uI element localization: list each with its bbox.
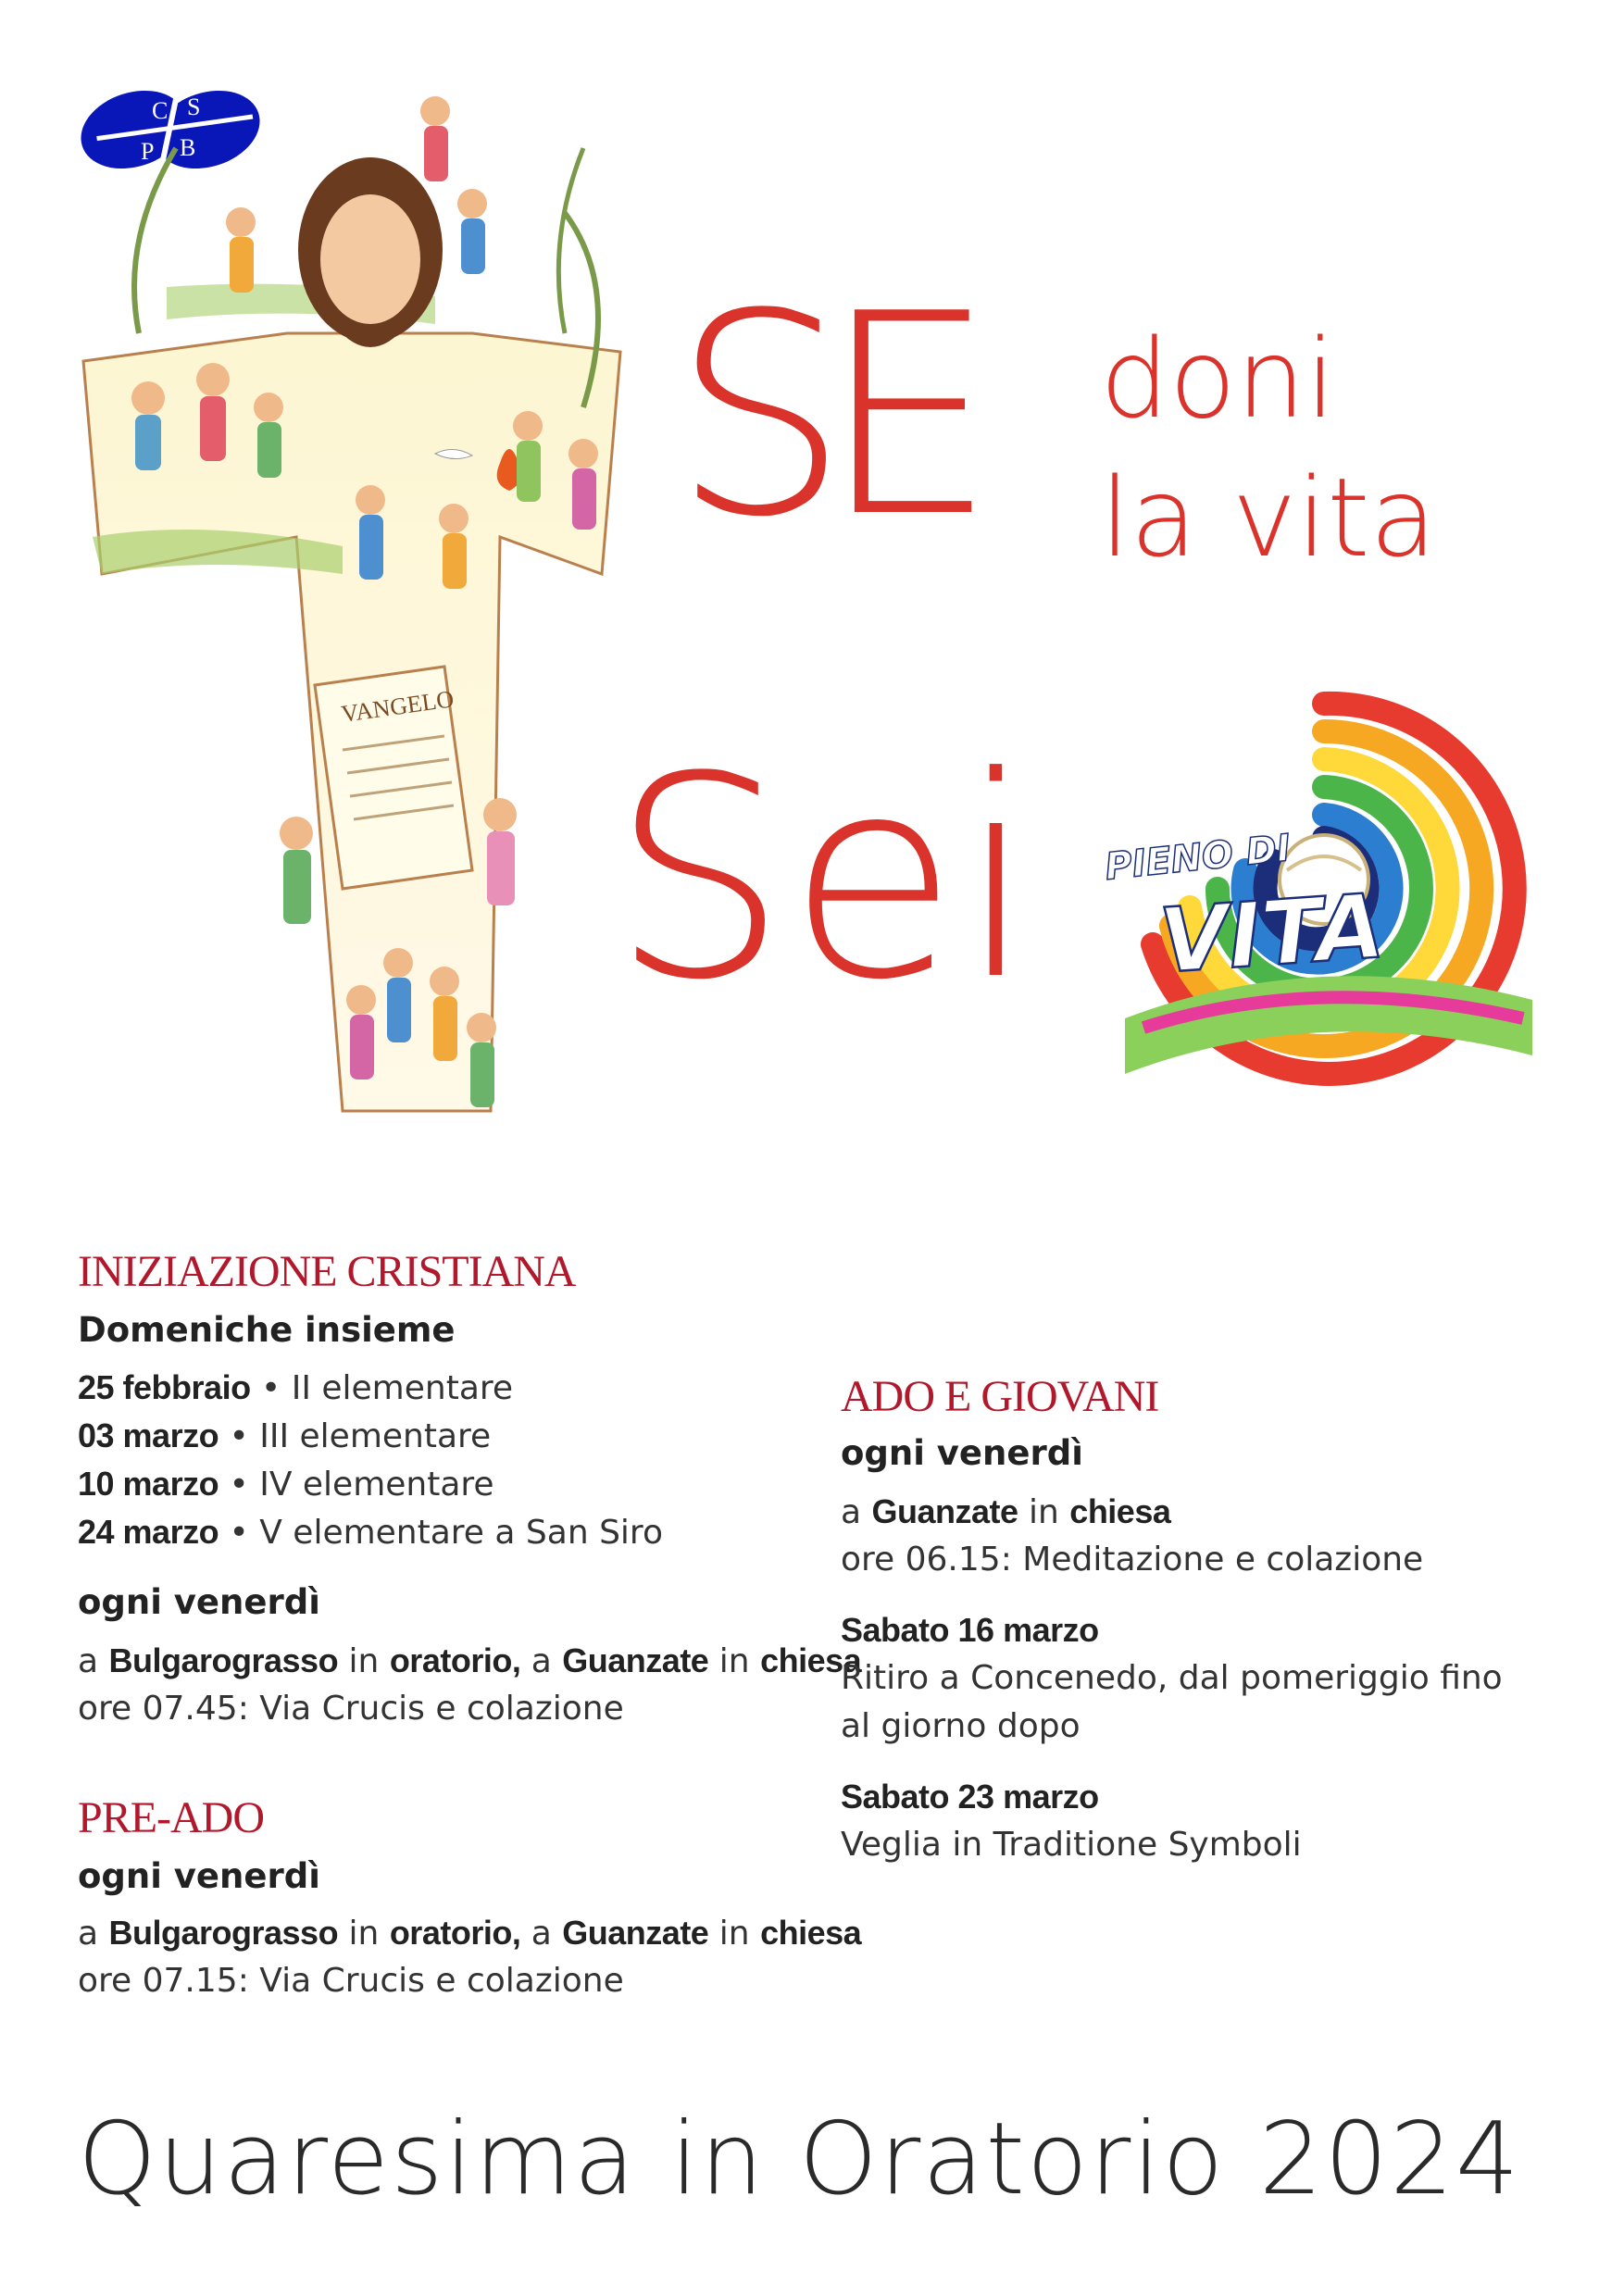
place-word: a (78, 1915, 99, 1953)
subhead-domeniche: Domeniche insieme (78, 1310, 456, 1350)
bullet: • (229, 1417, 249, 1455)
event-date-label: Sabato 16 marzo (841, 1611, 1099, 1649)
place-name: Guanzate (562, 1641, 709, 1679)
date-text: II elementare (291, 1369, 514, 1407)
logo-letter-c: C (152, 97, 169, 124)
subhead-ogni-venerdi: ogni venerdì (78, 1856, 320, 1896)
bullet: • (261, 1369, 281, 1407)
date-label: 25 febbraio (78, 1368, 251, 1406)
section-title-iniziazione: INIZIAZIONE CRISTIANA (78, 1247, 576, 1296)
event-date (841, 1606, 1099, 1655)
place-word: a (531, 1915, 552, 1953)
place-location: chiesa (760, 1641, 862, 1679)
vangelo-label: VANGELO (339, 685, 456, 728)
place-location: oratorio, (389, 1641, 521, 1679)
event-text: al giorno dopo (841, 1707, 1081, 1745)
place-line (78, 1909, 861, 1958)
logo-letter-s: S (187, 94, 201, 120)
date-row (78, 1508, 663, 1557)
section-title-pre-ado: PRE-ADO (78, 1793, 265, 1842)
place-word: in (718, 1642, 750, 1680)
place-word: in (718, 1915, 750, 1953)
date-label: 10 marzo (78, 1465, 219, 1503)
place-name: Guanzate (562, 1914, 709, 1952)
badge-line1: PIENO DI (1103, 827, 1293, 889)
date-label: 24 marzo (78, 1513, 219, 1551)
pieno-di-vita-badge (1088, 667, 1560, 1102)
event-date (841, 1773, 1099, 1822)
date-text: III elementare (259, 1417, 492, 1455)
logo-letter-b: B (180, 134, 196, 161)
event-date-label: Sabato 23 marzo (841, 1778, 1099, 1816)
footer-title: Quaresima in Oratorio 2024 (78, 2102, 1521, 2217)
title-la-vita: la vita (1100, 454, 1437, 581)
place-word: in (348, 1642, 380, 1680)
title-doni: doni (1100, 315, 1336, 443)
subhead-ogni-venerdi: ogni venerdì (78, 1582, 320, 1622)
place-line (78, 1637, 861, 1686)
time-line: ore 07.15: Via Crucis e colazione (78, 1962, 624, 2000)
place-location: oratorio, (389, 1914, 521, 1952)
bullet: • (229, 1514, 249, 1552)
subhead-ogni-venerdi: ogni venerdì (841, 1433, 1083, 1473)
date-text: IV elementare (259, 1466, 494, 1504)
event-text: Ritiro a Concenedo, dal pomeriggio fino (841, 1659, 1503, 1697)
time-line: ore 07.45: Via Crucis e colazione (78, 1690, 624, 1728)
place-word: a (841, 1493, 862, 1531)
place-name: Bulgarograsso (108, 1641, 339, 1679)
place-word: a (531, 1642, 552, 1680)
bullet: • (229, 1466, 249, 1504)
logo-letter-p: P (141, 138, 155, 165)
date-row (78, 1412, 491, 1461)
place-name: Guanzate (871, 1492, 1018, 1530)
place-location: chiesa (1069, 1492, 1171, 1530)
place-line (841, 1488, 1170, 1537)
title-se: SE (672, 255, 968, 578)
date-row (78, 1364, 513, 1413)
cross-illustration (65, 56, 676, 1148)
place-location: chiesa (760, 1914, 862, 1952)
place-word: in (348, 1915, 380, 1953)
time-line: ore 06.15: Meditazione e colazione (841, 1541, 1424, 1578)
place-word: a (78, 1642, 99, 1680)
date-text: V elementare a San Siro (259, 1514, 663, 1552)
badge-line2: VITA (1156, 874, 1388, 993)
date-row (78, 1460, 494, 1509)
date-label: 03 marzo (78, 1416, 219, 1454)
section-title-ado-giovani: ADO E GIOVANI (841, 1372, 1159, 1421)
event-text: Veglia in Traditione Symboli (841, 1826, 1302, 1864)
title-sei: Sei (611, 718, 1036, 1041)
place-word: in (1029, 1493, 1059, 1531)
place-name: Bulgarograsso (108, 1914, 339, 1952)
